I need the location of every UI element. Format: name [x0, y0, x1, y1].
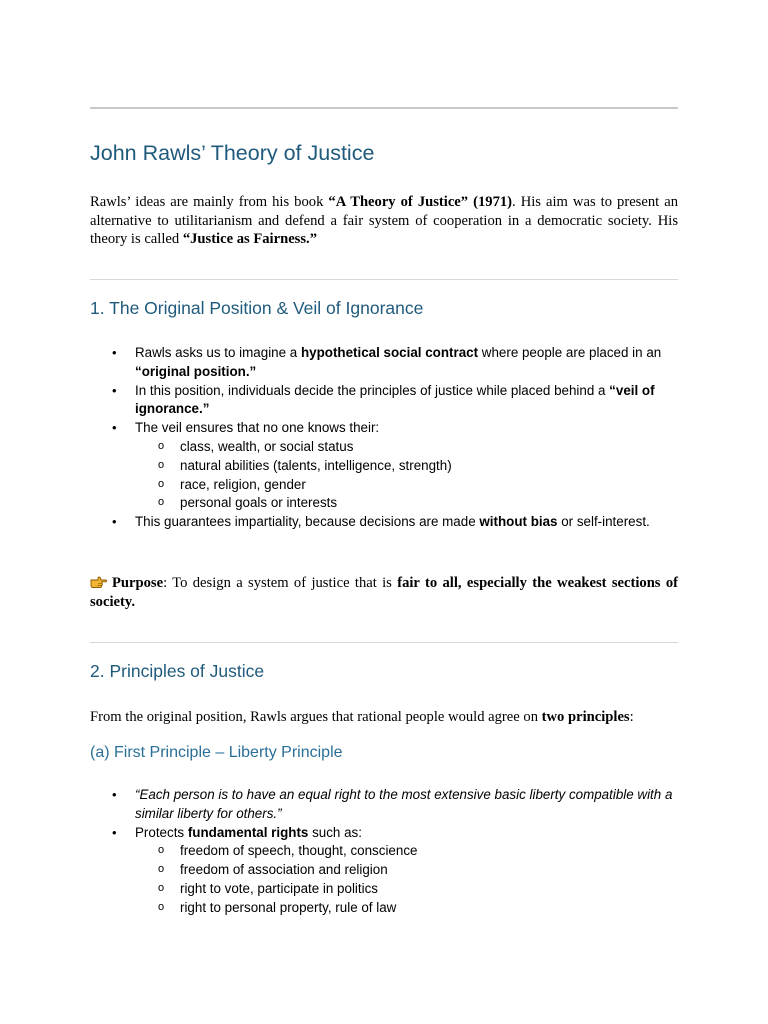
intro-text: . His aim was to present an alternative to utilitarianism and defend a fair system of cooperation in a democratic society. His theory is called	[90, 194, 678, 247]
veil-sub-list	[135, 438, 678, 513]
first-principle-heading: (a) First Principle – Liberty Principle	[90, 744, 343, 761]
list-item	[90, 786, 678, 824]
bullet-bold: hypothetical social contract	[300, 345, 479, 360]
section-divider	[90, 279, 678, 280]
sub-list-item: o natural abilities (talents, intelligence, strength)	[135, 457, 678, 476]
list-item	[90, 824, 678, 918]
purpose-label: Purpose	[112, 575, 164, 591]
intro-text: Rawls’ ideas are mainly from his book	[90, 194, 329, 210]
sub-list-item: o right to personal property, rule of law	[135, 899, 678, 918]
bullet-bold: fundamental rights	[187, 824, 309, 840]
list-item	[90, 382, 678, 420]
sub-list-item: o freedom of association and religion	[135, 861, 678, 880]
intro-book-title: “A Theory of Justice” (1971)	[328, 194, 513, 210]
bullet-bold: “original position.”	[135, 363, 257, 379]
bullet-text: or self-interest.	[557, 514, 650, 530]
bullet-bold: without bias	[479, 514, 558, 530]
section2-heading: 2. Principles of Justice	[90, 661, 265, 681]
purpose-paragraph	[90, 574, 678, 611]
section-divider	[90, 642, 678, 643]
bullet-text: This guarantees impartiality, because decisions are made	[135, 514, 480, 530]
rights-sub-list	[135, 842, 678, 917]
section2-text: From the original position, Rawls argues that rational people would agree on	[90, 709, 542, 725]
section2-bullet-list	[90, 786, 678, 918]
sub-list-item: o personal goals or interests	[135, 494, 678, 513]
purpose-bold: fair to all, especially the weakest sections of society.	[90, 575, 678, 610]
bullet-text: where people are placed in an	[478, 345, 662, 360]
top-divider	[90, 107, 678, 109]
intro-theory-name: “Justice as Fairness.”	[182, 231, 317, 247]
page-title: John Rawls’ Theory of Justice	[90, 141, 375, 165]
bullet-text: such as:	[308, 824, 362, 840]
pointing-hand-icon	[90, 575, 108, 589]
list-item	[90, 513, 678, 532]
bullet-bold: “veil of ignorance.”	[135, 382, 655, 417]
bullet-text: Protects	[135, 824, 188, 840]
section2-intro	[90, 708, 678, 727]
liberty-quote: “Each person is to have an equal right to the most extensive basic liberty compatible with a similar liberty for others.”	[135, 787, 673, 821]
sub-list-item: o freedom of speech, thought, conscience	[135, 842, 678, 861]
list-item	[90, 344, 678, 382]
intro-paragraph	[90, 193, 678, 249]
bullet-text: The veil ensures that no one knows their:	[135, 420, 380, 436]
sub-list-item: o race, religion, gender	[135, 476, 678, 495]
section1-bullet-list	[90, 344, 678, 532]
purpose-text: : To design a system of justice that is	[163, 575, 398, 591]
section2-bold: two principles	[541, 709, 630, 725]
section1-heading: 1. The Original Position & Veil of Ignorance	[90, 298, 424, 318]
sub-list-item: o class, wealth, or social status	[135, 438, 678, 457]
sub-list-item: o right to vote, participate in politics	[135, 880, 678, 899]
list-item	[90, 419, 678, 513]
section2-text: :	[629, 709, 634, 725]
bullet-text: Rawls asks us to imagine a	[135, 345, 301, 360]
bullet-text: In this position, individuals decide the principles of justice while placed behind a	[135, 382, 610, 398]
